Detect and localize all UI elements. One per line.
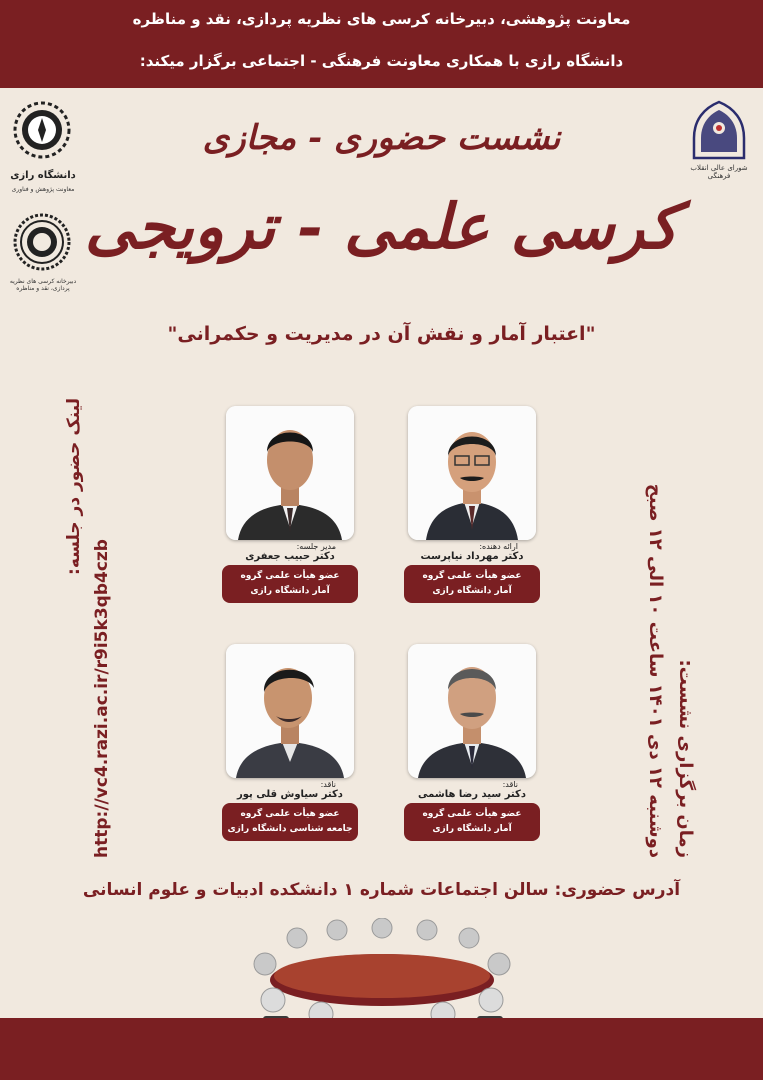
logo-university-sub: معاونت پژوهش و فناوری: [11, 186, 75, 193]
speaker-role: ارائه دهنده:: [479, 542, 518, 551]
affiliation-line-2: آمار دانشگاه رازی: [432, 586, 512, 596]
speaker-name: دکتر مهرداد نیاپرست: [420, 551, 524, 562]
affiliation-line-1: عضو هیأت علمی گروه: [240, 571, 340, 581]
online-link-label: لینک حضور در جلسه:: [64, 398, 84, 575]
logo-university-name: دانشگاه رازی: [10, 170, 76, 181]
speaker-role: ناقد:: [320, 780, 336, 789]
portrait-icon: [408, 406, 536, 540]
online-link-url[interactable]: http://vc4.razi.ac.ir/r9i5k3qb4czb: [92, 539, 112, 858]
speaker-photo: [226, 644, 354, 778]
speaker-card-critic-2: [222, 644, 358, 841]
event-subtitle: نشست حضوری - مجازی: [202, 118, 561, 158]
speaker-card-presenter: [404, 406, 540, 603]
affiliation-line-1: عضو هیأت علمی گروه: [240, 809, 340, 819]
affiliation-line-1: عضو هیأت علمی گروه: [422, 809, 522, 819]
speaker-photo: [226, 406, 354, 540]
speaker-photo: [408, 644, 536, 778]
venue-address: آدرس حضوری: سالن اجتماعات شماره ۱ دانشکده ادبیات و علوم انسانی: [82, 880, 681, 900]
logo-secretariat-sub: دبیرخانه کرسی های نظریه پردازی، نقد و مناظره: [9, 278, 77, 292]
portrait-icon: [408, 644, 536, 778]
speaker-card-moderator: [222, 406, 358, 603]
header-line-1: معاونت پژوهشی، دبیرخانه کرسی های نظریه پردازی، نقد و مناظره: [132, 10, 631, 28]
affiliation-line-2: آمار دانشگاه رازی: [432, 824, 512, 834]
footer-banner: [0, 1018, 763, 1080]
header-line-2: دانشگاه رازی با همکاری معاونت فرهنگی - اجتماعی برگزار میکند:: [139, 52, 624, 70]
speaker-name: دکتر حبیب جعفری: [245, 551, 335, 562]
speaker-role: ناقد:: [502, 780, 518, 789]
affiliation-line-2: آمار دانشگاه رازی: [250, 586, 330, 596]
portrait-icon: [226, 644, 354, 778]
speaker-affiliation: [222, 565, 358, 603]
speaker-role: مدیر جلسه:: [296, 542, 336, 551]
schedule-label: زمان برگزاری نشست:: [675, 659, 696, 858]
portrait-icon: [226, 406, 354, 540]
event-title: کرسی علمی - ترویجی: [84, 190, 679, 263]
schedule-value: دوشنبه ۱۲ دی ۱۴۰۱ ساعت ۱۰ الی ۱۲ صبح: [645, 483, 666, 858]
speaker-name: دکتر سیاوش قلی پور: [237, 789, 343, 800]
speaker-affiliation: [222, 803, 358, 841]
speaker-card-critic-1: [404, 644, 540, 841]
online-link-block: [60, 398, 120, 858]
speaker-name: دکتر سید رضا هاشمی: [418, 789, 526, 800]
logo-council-sub: شورای عالی انقلاب فرهنگی: [690, 164, 748, 180]
affiliation-line-1: عضو هیأت علمی گروه: [422, 571, 522, 581]
affiliation-line-2: جامعه شناسی دانشگاه رازی: [227, 824, 353, 834]
speaker-photo: [408, 406, 536, 540]
header-banner: [0, 0, 763, 88]
schedule-block: [640, 398, 700, 858]
speaker-affiliation: [404, 565, 540, 603]
speaker-affiliation: [404, 803, 540, 841]
event-topic: "اعتبار آمار و نقش آن در مدیریت و حکمرانی": [167, 323, 596, 345]
